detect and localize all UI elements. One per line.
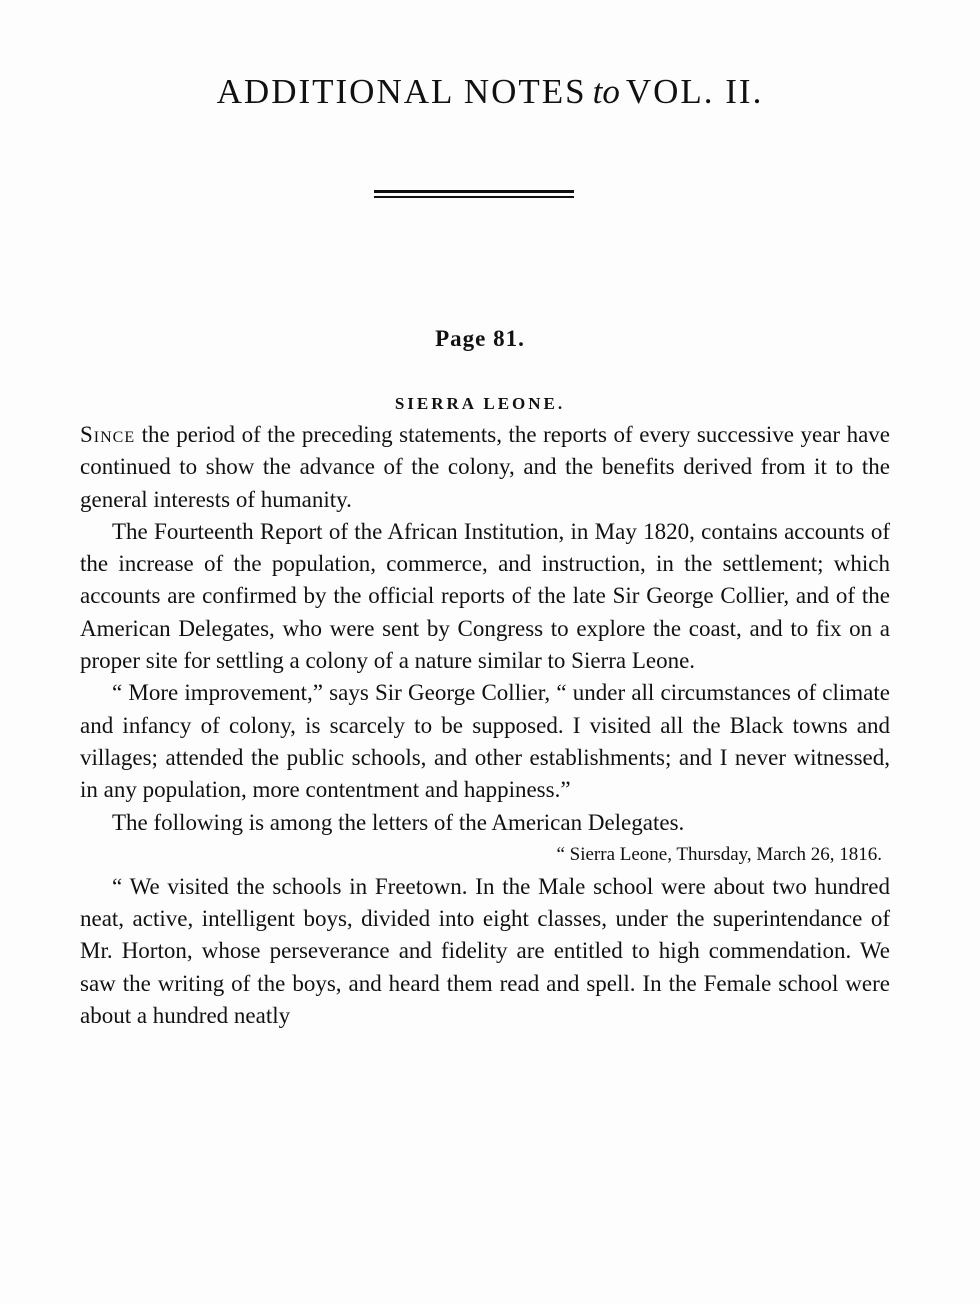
double-rule-divider [374,190,574,199]
rule-thick-line [374,190,574,193]
paragraph-1 [80,419,890,516]
rule-thin-line [374,196,574,198]
paragraph-1-text: the period of the preceding statements, the reports of every successive year have continued to show the advance of the colony, and the benefits derived from it to the general interests of humanity. [80,422,890,512]
paragraph-3: “ More improvement,” says Sir George Collier, “ under all circumstances of climate and infancy of colony, is scarcely to be supposed. I visited all the Black towns and villages; attended the public schools, and other establishments; and I never witnessed, in any population, more contentment and happiness.” [80,680,890,803]
paragraph-2: The Fourteenth Report of the African Institution, in May 1820, contains accounts of the increase of the population, commerce, and instruction, in the settlement; which accounts are confirmed by the official reports of the late Sir George Collier, and of the American Delegates, who were sent by Congress to explore the coast, and to fix on a proper site for settling a colony of a nature similar to Sierra Leone. [80,518,890,674]
title-connector: to [592,72,620,111]
page-reference: Page 81. [435,326,525,351]
running-title [0,72,980,112]
paragraph-4: The following is among the letters of the American Delegates. [112,809,685,835]
paragraph-5: “ We visited the schools in Freetown. In the Male school were about two hundred neat, active, intelligent boys, divided into eight classes, under the superintendance of Mr. Horton, whose perseverance and fidelity are entitled to high commendation. We saw the writing of the boys, and heard them read and spell. In the Female school were about a hundred neatly [80,873,890,1029]
title-part-2: VOL. II. [625,72,764,111]
title-part-1: ADDITIONAL NOTES [216,72,587,111]
paragraph-1-lead: Since [80,422,136,447]
section-heading: SIERRA LEONE. [394,394,566,413]
letter-dateline: “ Sierra Leone, Thursday, March 26, 1816. [556,843,882,865]
body-text [80,419,890,1032]
